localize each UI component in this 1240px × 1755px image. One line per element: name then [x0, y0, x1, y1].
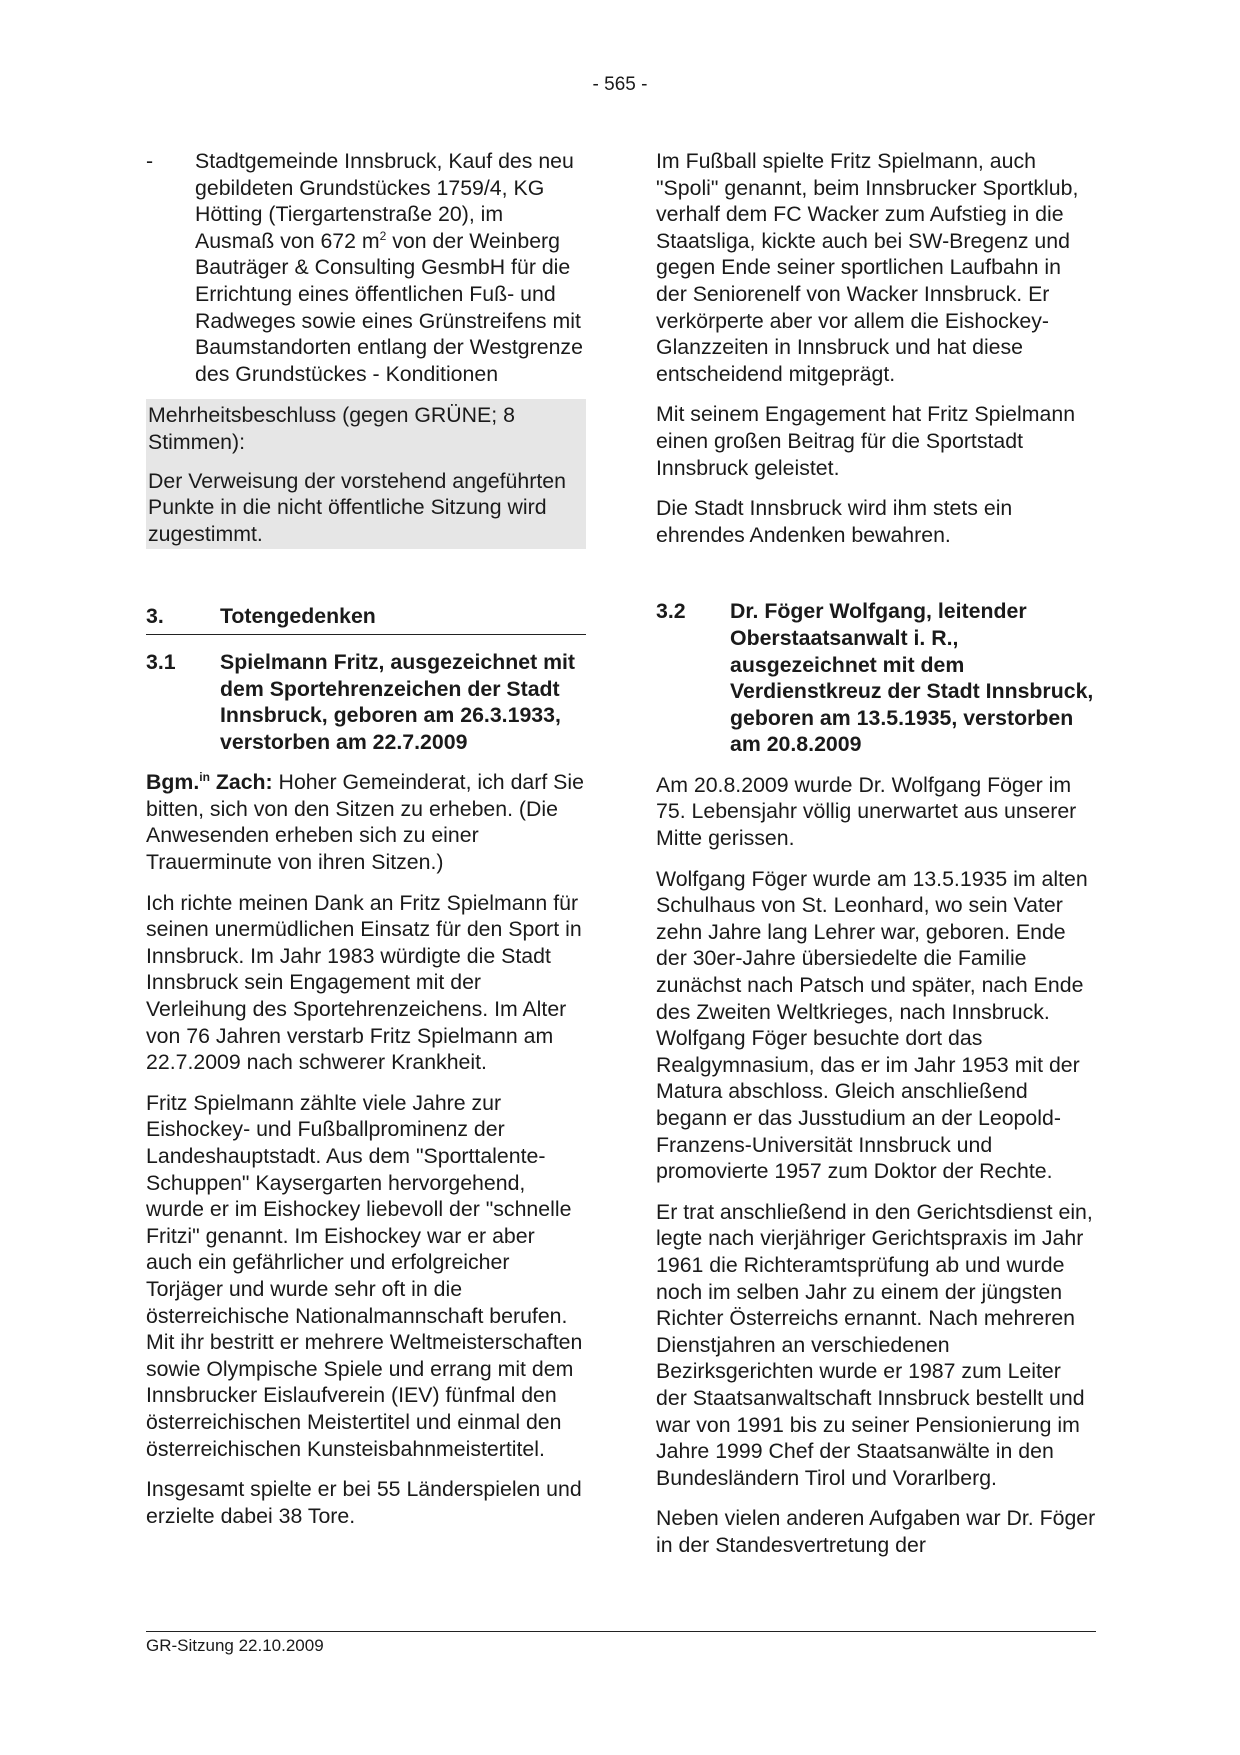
list-item-text-continued: von der Weinberg Bauträger & Consulting GesmbH für die Errichtung eines öffentlichen Fuß- und Radweges sowie eines Grünstreifens mit Baumstandorten entlang der Westgrenze des Grundstückes - Konditionen — [195, 228, 583, 386]
paragraph: Mit seinem Engagement hat Fritz Spielmann einen großen Beitrag für die Sportstadt Innsbruck geleistet. — [656, 402, 1076, 480]
section-title: Spielmann Fritz, ausgezeichnet mit dem Sportehrenzeichen der Stadt Innsbruck, geboren am 26.3.1933, verstorben am 22.7.2009 — [220, 649, 576, 754]
paragraph: Insgesamt spielte er bei 55 Länderspielen und erzielte dabei 38 Tore. — [146, 1477, 582, 1528]
paragraph: Im Fußball spielte Fritz Spielmann, auch "Spoli" genannt, beim Innsbrucker Sportklub, verhalf dem FC Wacker zum Aufstieg in die Staatsliga, kickte auch bei SW-Bregenz und gegen Ende seiner sportlichen Laufbahn in der Seniorenelf von Wacker Innsbruck. Er verkörperte aber vor allem die Eishockey-Glanzzeiten in Innsbruck und hat diese entscheidend mitgeprägt. — [656, 149, 1079, 386]
decision-box — [146, 399, 586, 549]
paragraph: Er trat anschließend in den Gerichtsdienst ein, legte nach vierjähriger Gerichtspraxis im Jahr 1961 die Richteramtsprüfung ab und wurde noch im selben Jahr zu einem der jüngsten Richter Österreichs ernannt. Nach mehreren Dienstjahren an verschiedenen Bezirksgerichten wurde er 1987 zum Leiter der Staatsanwaltschaft Innsbruck bestellt und war von 1991 bis zu seiner Pensionierung im Jahre 1999 Chef der Staatsanwälte in den Bundesländern Tirol und Vorarlberg. — [656, 1199, 1093, 1490]
list-item-text: Stadtgemeinde Innsbruck, Kauf des neu gebildeten Grundstückes 1759/4, KG Hötting (Tiergartenstraße 20), im Ausmaß von 672 m — [195, 149, 574, 253]
paragraph: Ich richte meinen Dank an Fritz Spielmann für seinen unermüdlichen Einsatz für den Sport in Innsbruck. Im Jahr 1983 würdigte die Stadt Innsbruck sein Engagement mit der Verleihung des Sportehrenzeichens. Im Alter von 76 Jahren verstarb Fritz Spielmann am 22.7.2009 nach schwerer Krankheit. — [146, 890, 582, 1075]
footer-divider — [146, 1631, 1096, 1632]
superscript-2: 2 — [379, 228, 387, 243]
resolution-text: Der Verweisung der vorstehend angeführten Punkte in die nicht öffentliche Sitzung wird zugestimmt. — [148, 468, 566, 546]
section-title: Totengedenken — [220, 604, 376, 629]
speech-text: Hoher Gemeinderat, ich darf Sie bitten, sich von den Sitzen zu erheben. (Die Anwesenden erheben sich zu einer Trauerminute von ihren Sitzen.) — [146, 770, 584, 875]
section-3-2-heading — [656, 598, 1096, 758]
section-3-heading — [146, 603, 586, 635]
section-number: 3.1 — [146, 649, 176, 674]
speaker-label: Bgm.$^{in}$ Zach: — [146, 770, 273, 795]
paragraph: Fritz Spielmann zählte viele Jahre zur Eishockey- und Fußballprominenz der Landeshauptstadt. Aus dem "Sporttalente-Schuppen" Kaysergarten hervorgehend, wurde er im Eishockey liebevoll der "schnelle Fritzi" genannt. Im Eishockey war er aber auch ein gefährlicher und erfolgreicher Torjäger und wurde sehr oft in die österreichische Nationalmannschaft berufen. Mit ihr bestritt er mehrere Weltmeisterschaften sowie Olympische Spiele und errang mit dem Innsbrucker Eislaufverein (IEV) fünfmal den österreichischen Meistertitel und einmal den österreichischen Kunsteisbahnmeistertitel. — [146, 1090, 583, 1461]
paragraph: Die Stadt Innsbruck wird ihm stets ein ehrendes Andenken bewahren. — [656, 496, 1013, 547]
vote-result: Mehrheitsbeschluss (gegen GRÜNE; 8 Stimmen): — [148, 403, 515, 454]
section-3-1-heading — [146, 649, 586, 755]
footer-session-date: GR-Sitzung 22.10.2009 — [146, 1636, 324, 1655]
paragraph: Am 20.8.2009 wurde Dr. Wolfgang Föger im 75. Lebensjahr völlig unerwartet aus unserer Mitte gerissen. — [656, 772, 1077, 851]
paragraph: Neben vielen anderen Aufgaben war Dr. Föger in der Standesvertretung der — [656, 1506, 1096, 1557]
section-number: 3.2 — [656, 599, 686, 624]
section-number: 3. — [146, 604, 164, 629]
mayor-speech — [146, 769, 586, 875]
section-title: Dr. Föger Wolfgang, leitender Oberstaatsanwalt i. R., ausgezeichnet mit dem Verdienstkreuz der Stadt Innsbruck, geboren am 13.5.1935, verstorben am 20.8.2009 — [730, 599, 1094, 757]
paragraph: Wolfgang Föger wurde am 13.5.1935 im alten Schulhaus von St. Leonhard, wo sein Vater zehn Jahre lang Lehrer war, geboren. Ende der 30er-Jahre übersiedelte die Familie zunächst nach Patsch und später, nach Ende des Zweiten Weltkrieges, nach Innsbruck. Wolfgang Föger besuchte dort das Realgymnasium, das er im Jahr 1953 mit der Matura abschloss. Gleich anschließend begann er das Jusstudium an der Leopold-Franzens-Universität Innsbruck und promovierte 1957 zum Doktor der Rechte. — [656, 866, 1088, 1184]
right-column — [656, 148, 1096, 1573]
agenda-list-item — [146, 148, 586, 387]
page-number: - 565 - — [592, 74, 648, 95]
left-column — [146, 148, 586, 1543]
list-dash: - — [146, 149, 154, 173]
